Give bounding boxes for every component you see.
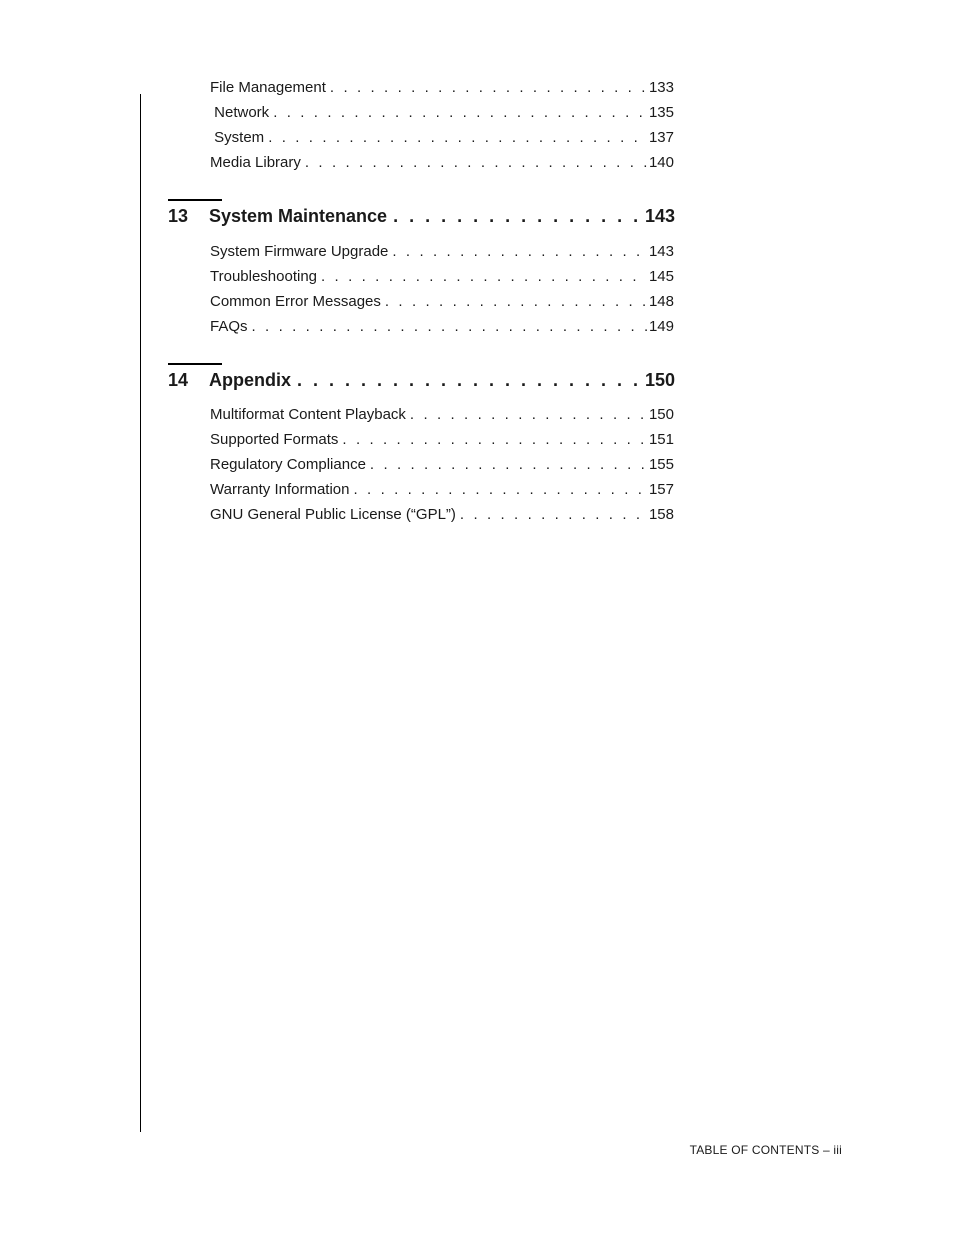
toc-entry-title: File Management bbox=[210, 79, 326, 96]
chapter-number: 14 bbox=[168, 370, 189, 390]
toc-entry-file-management[interactable] bbox=[210, 78, 674, 98]
toc-entry-system[interactable] bbox=[210, 128, 674, 148]
chapter-rule bbox=[168, 199, 222, 201]
toc-chapter-system-maintenance[interactable] bbox=[168, 204, 675, 228]
toc-entry-title: Supported Formats bbox=[210, 431, 339, 448]
toc-entry-troubleshooting[interactable] bbox=[210, 267, 674, 287]
dot-leader bbox=[273, 103, 647, 123]
dot-leader bbox=[392, 242, 647, 262]
margin-rule bbox=[140, 94, 141, 1132]
toc-entry-page: 137 bbox=[648, 129, 674, 146]
dot-leader bbox=[385, 292, 647, 312]
toc-chapter-appendix[interactable] bbox=[168, 368, 675, 392]
toc-entry-page: 157 bbox=[648, 481, 674, 498]
dot-leader bbox=[321, 267, 647, 287]
toc-entry-page: 158 bbox=[648, 506, 674, 523]
dot-leader bbox=[460, 505, 647, 525]
toc-entry-title: Warranty Information bbox=[210, 481, 350, 498]
toc-entry-faqs[interactable] bbox=[210, 317, 674, 337]
toc-entry-title: System bbox=[210, 129, 265, 146]
chapter-rule bbox=[168, 363, 222, 365]
chapter-page: 143 bbox=[644, 206, 675, 226]
toc-entry-gnu-gpl[interactable] bbox=[210, 505, 674, 525]
dot-leader bbox=[297, 368, 643, 392]
toc-entry-title: Multiformat Content Playback bbox=[210, 406, 406, 423]
chapter-number: 13 bbox=[168, 206, 189, 226]
toc-entry-media-library[interactable] bbox=[210, 153, 674, 173]
toc-entry-page: 148 bbox=[648, 293, 674, 310]
toc-entry-title: Regulatory Compliance bbox=[210, 456, 366, 473]
toc-entry-common-error-messages[interactable] bbox=[210, 292, 674, 312]
toc-entry-page: 145 bbox=[648, 268, 674, 285]
toc-entry-page: 151 bbox=[648, 431, 674, 448]
dot-leader bbox=[393, 204, 643, 228]
toc-entry-page: 150 bbox=[648, 406, 674, 423]
toc-entry-title: Common Error Messages bbox=[210, 293, 381, 310]
chapter-page: 150 bbox=[644, 370, 675, 390]
dot-leader bbox=[370, 455, 647, 475]
toc-entry-page: 140 bbox=[648, 154, 674, 171]
toc-entry-title: GNU General Public License (“GPL”) bbox=[210, 506, 456, 523]
toc-entry-supported-formats[interactable] bbox=[210, 430, 674, 450]
toc-entry-title: Network bbox=[210, 104, 270, 121]
dot-leader bbox=[354, 480, 647, 500]
dot-leader bbox=[410, 405, 647, 425]
dot-leader bbox=[252, 317, 647, 337]
toc-entry-page: 133 bbox=[648, 79, 674, 96]
chapter-title: System Maintenance bbox=[209, 206, 388, 226]
toc-entry-network[interactable] bbox=[210, 103, 674, 123]
toc-entry-page: 143 bbox=[648, 243, 674, 260]
toc-entry-page: 155 bbox=[648, 456, 674, 473]
toc-entry-page: 135 bbox=[648, 104, 674, 121]
toc-entry-warranty-information[interactable] bbox=[210, 480, 674, 500]
toc-entry-title: Troubleshooting bbox=[210, 268, 318, 285]
chapter-title: Appendix bbox=[209, 370, 292, 390]
toc-entry-title: FAQs bbox=[210, 318, 248, 335]
toc-entry-regulatory-compliance[interactable] bbox=[210, 455, 674, 475]
dot-leader bbox=[342, 430, 647, 450]
dot-leader bbox=[330, 78, 647, 98]
dot-leader bbox=[305, 153, 647, 173]
page-footer: TABLE OF CONTENTS – iii bbox=[689, 1143, 842, 1157]
toc-entry-title: System Firmware Upgrade bbox=[210, 243, 389, 260]
toc-entry-page: 149 bbox=[648, 318, 674, 335]
toc-entry-system-firmware-upgrade[interactable] bbox=[210, 242, 674, 262]
toc-entry-multiformat-content-playback[interactable] bbox=[210, 405, 674, 425]
dot-leader bbox=[268, 128, 647, 148]
toc-entry-title: Media Library bbox=[210, 154, 301, 171]
